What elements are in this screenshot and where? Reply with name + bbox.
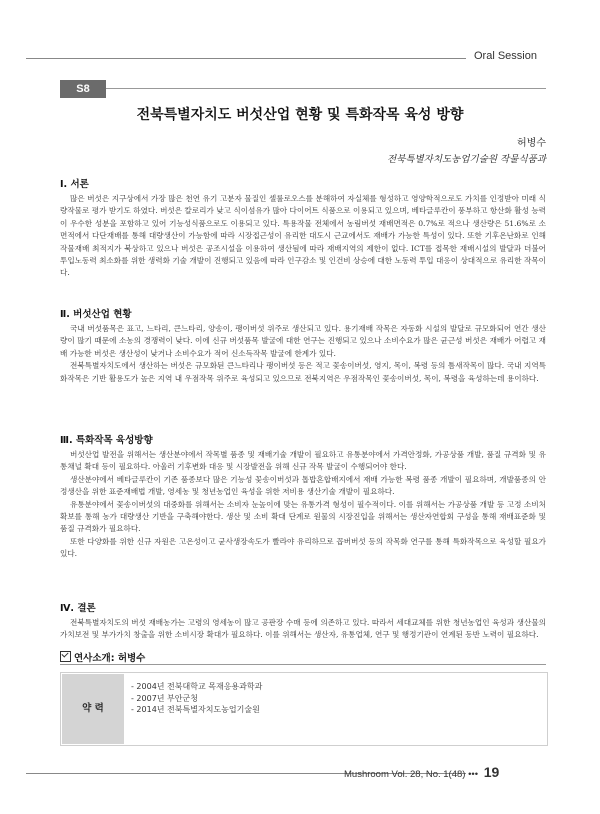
page-footer: [344, 764, 499, 780]
section-paragraph: 생산분야에서 베타글루칸이 기존 품종보다 많은 기능성 꽃송이버섯과 톱밥혼합배지에서 재배 가능한 복령 품종 개발이 필요하며, 개발품종의 안정생산을 위한 표준재배법 개발, 영세농 및 청년농업인 육성을 위한 저비용 생산기술 개발이 필요하다.: [60, 474, 546, 497]
section-heading: Ⅰ. 서론: [60, 179, 89, 190]
section-paragraph: 또한 다양화를 위한 신규 자원은 고온성이고 균사생장속도가 빨라야 유리하므로 꼽버버섯 등의 작목화 연구를 통해 특화작목으로 육성할 필요가 있다.: [60, 536, 546, 559]
header-label: Oral Session: [474, 50, 537, 62]
speaker-intro-heading: [60, 650, 145, 664]
section-heading: Ⅱ. 버섯산업 현황: [60, 309, 132, 320]
author-name: 허병수: [517, 138, 546, 149]
bio-label: 약 력: [62, 674, 124, 744]
section-paragraph: 전북특별자치도에서 생산하는 버섯은 규모화된 큰느타리나 팽이버섯 등은 적고 꽃송이버섯, 영지, 목이, 복령 등의 틈새작목이 많다. 국내 지역특화작목은 기반 활용도가 높은 지역 내 우점작목 위주로 육성되고 있으므로 전북지역은 우점작목인 꽃송이버섯, 목이, 복령을 육성하는데 용이하다.: [60, 361, 546, 383]
section-paragraph: 국내 버섯품목은 표고, 느타리, 큰느타리, 양송이, 팽이버섯 위주로 생산되고 있다. 용기재배 작목은 자동화 시설의 발달로 규모화되어 연간 생산량이 많기 때문에 소농의 경쟁력이 낮다. 이에 신규 버섯품목 발굴에 대한 연구는 진행되고 있으나 소비수요가 많은 균근성 버섯은 재배가 어렵고 재배 가능한 버섯은 생산성이 낮거나 소비수요가 적어 신소득작목 발굴에 한계가 있다.: [60, 324, 546, 358]
bio-list: [131, 681, 262, 716]
bio-item: - 2014년 전북특별자치도농업기술원: [131, 705, 260, 714]
bio-item: - 2004년 전북대학교 목재응용과학과: [131, 682, 263, 691]
checkbox-icon: [60, 651, 71, 662]
speaker-intro-rule: [60, 664, 546, 665]
badge-rule: [106, 88, 546, 89]
section-paragraph: 유통분야에서 꽃송이버섯의 대중화를 위해서는 소비자 눈높이에 맞는 유통가격 형성이 필수적이다. 이를 위해서는 가공상품 개발 등 고정 소비처 확보를 통해 농가 대량생산 기반을 구축해야한다. 생산 및 소비 확대 단계로 원물의 시장진입을 위해서는 생산자연합회 구성을 통해 재배표준화 및 품질 규격화가 필요하다.: [60, 499, 546, 534]
section-paragraph: 버섯산업 발전을 위해서는 생산분야에서 작목별 품종 및 재배기술 개발이 필요하고 유통분야에서 가격안정화, 가공상품 개발, 품질 규격화 및 유통채널 확대 등이 필요하다. 아울러 기후변화 대응 및 시장발전을 위해 신규 작목 발굴이 수행되어야 한다.: [60, 450, 546, 472]
author-affiliation: 전북특별자치도농업기술원 작물식품과: [386, 154, 546, 165]
section-introduction: [60, 176, 546, 280]
speaker-bio-box: [60, 672, 548, 746]
paper-title: 전북특별자치도 버섯산업 현황 및 특화작목 육성 방향: [136, 107, 464, 123]
section-paragraph: 전북특별자치도의 버섯 재배농가는 고령의 영세농이 많고 공판장 수매 등에 의존하고 있다. 따라서 세대교체를 위한 청년농업인 육성과 생산물의 가치보전 및 부가가치 창출을 위한 소비시장 확대가 필요하다. 이를 위해서는 생산자, 유통업체, 연구 및 행정기관이 연계된 동반 노력이 필요하다.: [60, 618, 546, 640]
section-paragraph: 많은 버섯은 지구상에서 가장 많은 천연 유기 고분자 물질인 셀룰로오스를 분해하여 자실체를 형성하고 영양학적으로도 가치를 인정받아 미래 식량작물로 평가 받기도 하였다. 버섯은 칼로리가 낮고 식이섬유가 많아 다이어트 식품으로 이용되고 있으며, 베타글루칸이 풍부하고 항산화 활성 능력이 우수한 성분을 포함하고 있어 기능성식품으로도 이용되고 있다. 특용작물 전체에서 농림버섯 재배면적은 0.7%로 적으나 생산량은 51.6%로 소면적에서 다단재배를 통해 대량생산이 가능함에 따라 시장접근성이 유리한 대도시 근교에서도 재배가 가능한 특성이 있다. 또한 기후온난화로 인해 작물재배 최적지가 북상하고 있으나 버섯은 공조시설을 이용하여 생산됨에 따라 재배지역의 제한이 없다. ICT를 접목한 재배시설의 발달과 더불어 투입노동력 최소화를 위한 생력화 기술 개발이 진행되고 있음에 따라 인구감소 및 인건비 상승에 대한 노동력 투입 대응이 상대적으로 유리한 작목이다.: [60, 194, 546, 278]
section-heading: Ⅲ. 특화작목 육성방향: [60, 435, 153, 446]
section-heading: Ⅳ. 결론: [60, 603, 96, 614]
journal-citation: Mushroom Vol. 28, No. 1(48): [344, 769, 466, 780]
session-badge: S8: [60, 80, 106, 98]
speaker-intro-heading-text: 연사소개: 허병수: [74, 653, 146, 664]
page-number: 19: [483, 764, 500, 780]
section-industry-status: [60, 306, 546, 385]
footer-dots: •••: [468, 769, 479, 780]
section-development-direction: [60, 432, 546, 561]
section-conclusion: [60, 600, 546, 642]
header-rule: [26, 58, 466, 59]
bio-item: - 2007년 부안군청: [131, 693, 198, 703]
